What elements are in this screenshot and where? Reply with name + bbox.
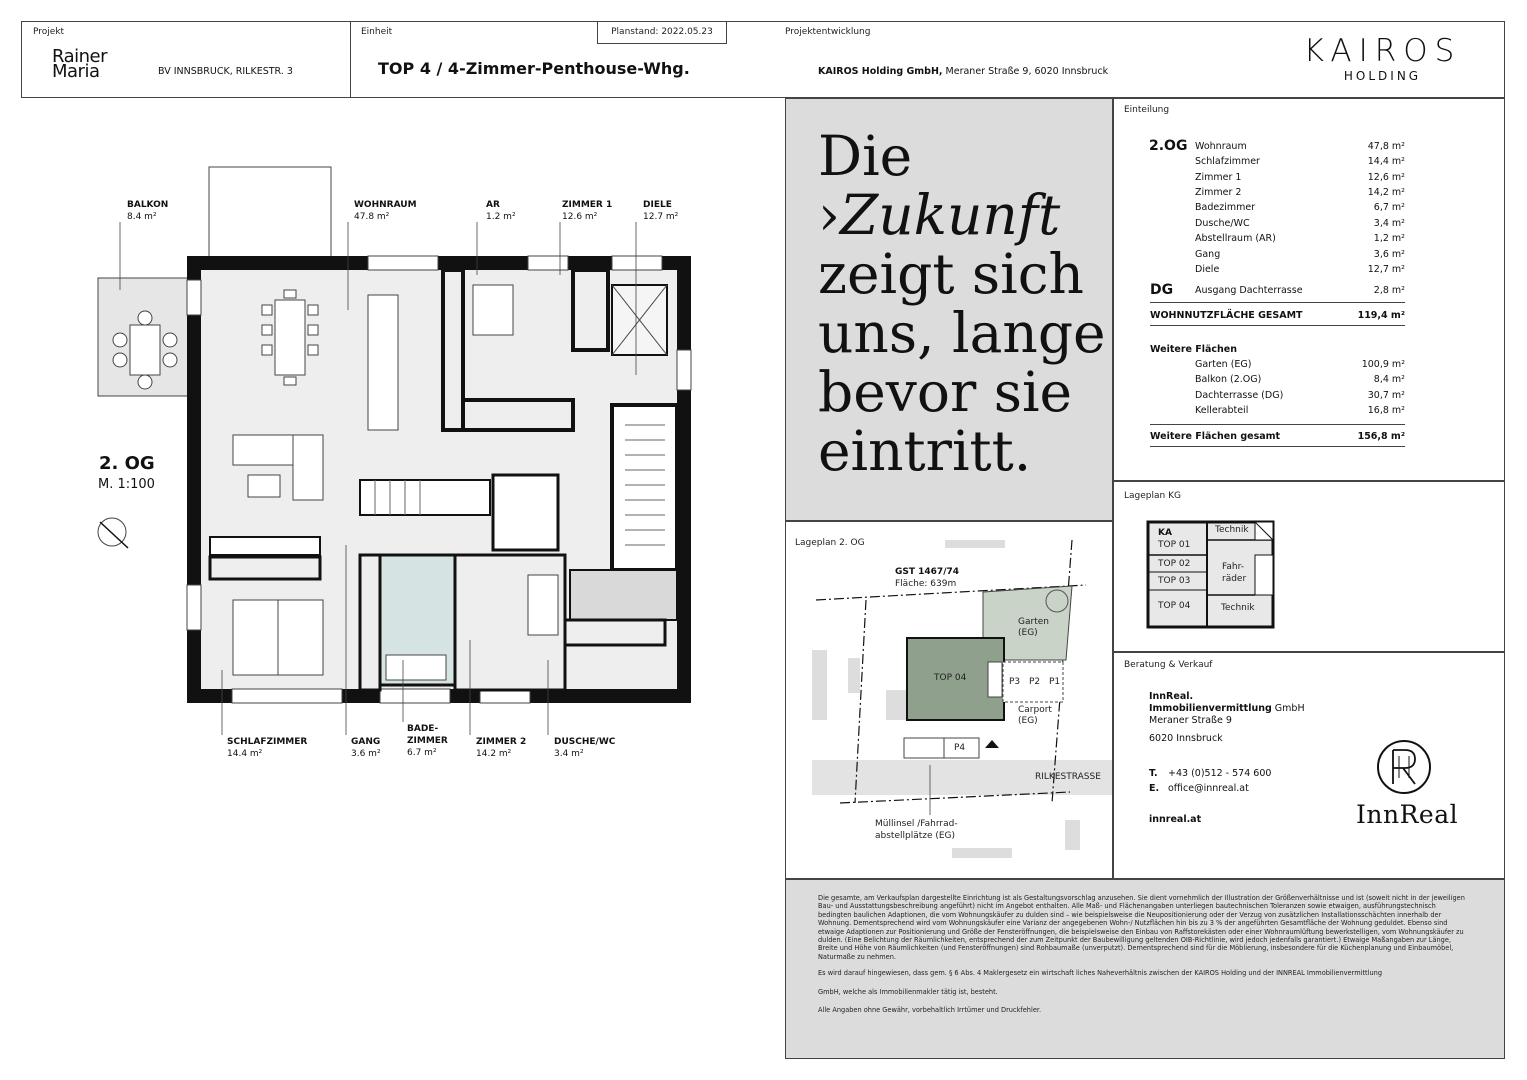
- room-name: DUSCHE/WC: [554, 737, 616, 747]
- flaeche-label: Fläche: 639m: [895, 579, 957, 589]
- area-name: Wohnraum: [1195, 141, 1247, 152]
- area-row: [1195, 233, 1405, 247]
- area-value: 1,2 m²: [1373, 233, 1405, 244]
- area-value: 3,4 m²: [1373, 218, 1405, 229]
- area-name: Zimmer 2: [1195, 187, 1242, 198]
- area-row-dg: [1195, 285, 1405, 299]
- area-row: [1195, 172, 1405, 186]
- weitere-total-value: 156,8 m²: [1357, 431, 1405, 442]
- floor-2og-label: 2.OG: [1149, 138, 1188, 154]
- room-name: BADE-: [407, 724, 439, 734]
- area-row: [1195, 390, 1405, 404]
- einteilung-title: Einteilung: [1124, 105, 1170, 115]
- area-value: 6,7 m²: [1373, 202, 1405, 213]
- innreal-logo-text: InnReal: [1356, 800, 1459, 829]
- company-city: 6020 Innsbruck: [1149, 733, 1223, 744]
- room-label-schlafzimmer: [227, 736, 307, 760]
- area-row: [1195, 187, 1405, 201]
- disclaimer-paragraph-4: Alle Angaben ohne Gewähr, vorbehaltlich Irrtümer und Druckfehler.: [818, 1006, 1042, 1015]
- p3-label: P3: [1009, 677, 1021, 687]
- slogan-zukunft: Zukunft: [840, 183, 1061, 247]
- street-label: RILKESTRASSE: [1035, 772, 1101, 782]
- area-name: Garten (EG): [1195, 359, 1252, 370]
- kg-ka: KA: [1158, 528, 1172, 538]
- area-name: Diele: [1195, 264, 1220, 275]
- room-label-gang: [351, 736, 381, 760]
- p4-label: P4: [954, 743, 966, 753]
- area-row: [1195, 249, 1405, 263]
- weitere-title: Weitere Flächen: [1150, 344, 1238, 355]
- brand-line-2: Maria: [52, 61, 100, 82]
- company-line-2-rest: GmbH: [1271, 703, 1305, 714]
- disclaimer-paragraph-1: Die gesamte, am Verkaufsplan dargestellte Einrichtung ist als Gestaltungsvorschlag anzusehen. Sie dient vornehmlich der Illustration der Größenverhältnisse und ist (soweit nicht in der jeweiligen Bau- und Ausstattungsbeschreibung angeführt) nicht im Angebot enthalten. Alle Maß- und Flächenangaben unterliegen bautechnischen Toleranzen sowie etwaigen, ausführungstechnisch bedingten baulichen Adaptionen, die vom Wohnungskäufer zu dulden sind – wie beispielsweise die Neupositionierung oder der Verzug von zusätzlichen Installationsschächten innerhalb der Wohnung. Dementsprechend wird vom Wohnungskäufer eine Varianz der angegebenen Wohn-/ Nutzflächen hin bis zu 3 % der angeführten Gesamtfläche der Wohnung geduldet. Ebenso sind etwaige Adaptionen zur Positionierung und Größe der Fensteröffnungen, die beispielsweise den Einbau von Raffstorekästen oder einer Wohnraumlüftung bewerkstelligen, vom Wohnungskäufer zu dulden. (Eine Belichtung der Räumlichkeiten, entsprechend der zum Zeitpunkt der Baubewilligung geltenden OIB-Richtlinie, wird jedoch jedenfalls garantiert.) Etwaige Maßangaben zur Länge, Breite und Höhe von Räumlichkeiten (und Fensteröffnungen) sind Rohbaumaße (unverputzt). Dementsprechend sind für die Möblierung, insbesondere für die Küchenplanung und Einbaumöbel, Naturmaße zu nehmen.: [818, 894, 1465, 961]
- area-value: 2,8 m²: [1373, 285, 1405, 296]
- slogan-line-3: zeigt sich: [818, 242, 1084, 306]
- garten-label: [1018, 617, 1049, 639]
- beratung-panel: [1113, 652, 1505, 879]
- kg-top01: TOP 01: [1158, 540, 1191, 550]
- room-label-balkon: [127, 199, 168, 223]
- chevron-icon: ›: [818, 183, 840, 247]
- room-name-2: ZIMMER: [407, 736, 448, 746]
- kairos-logo-sub: HOLDING: [1343, 69, 1422, 83]
- area-name: Schlafzimmer: [1195, 156, 1260, 167]
- weitere-divider-bottom: [1150, 446, 1405, 447]
- unit-title: TOP 4 / 4-Zimmer-Penthouse-Whg.: [378, 59, 690, 78]
- room-name: ZIMMER 2: [476, 737, 527, 747]
- p2-label: P2: [1029, 677, 1041, 687]
- planstand-box: Planstand: 2022.05.23: [597, 22, 727, 44]
- garten-text: Garten: [1018, 617, 1049, 627]
- total-divider-top: [1150, 302, 1405, 303]
- einheit-label: Einheit: [361, 27, 393, 37]
- area-row: [1195, 264, 1405, 278]
- slogan-line-1: Die: [818, 124, 913, 188]
- area-value: 30,7 m²: [1367, 390, 1405, 401]
- company-line-2: Immobilienvermittlung: [1149, 703, 1272, 714]
- muell-text-2: abstellplätze (EG): [875, 831, 956, 841]
- area-name: Abstellraum (AR): [1195, 233, 1276, 244]
- area-name: Kellerabteil: [1195, 405, 1249, 416]
- innreal-logo-icon: [1375, 738, 1433, 796]
- area-name: Dusche/WC: [1195, 218, 1250, 229]
- area-value: 12,6 m²: [1367, 172, 1405, 183]
- kg-top02: TOP 02: [1158, 559, 1191, 569]
- slogan-text: [818, 124, 1106, 483]
- area-value: 47,8 m²: [1367, 141, 1405, 152]
- room-label-zimmer1: [562, 199, 612, 223]
- room-label-zimmer2: [476, 736, 526, 760]
- area-name: Badezimmer: [1195, 202, 1256, 213]
- room-label-ar: [486, 199, 516, 223]
- room-area: 3.4 m²: [554, 749, 584, 759]
- kg-technik-1: Technik: [1215, 525, 1249, 535]
- brand-line-1: Rainer: [52, 46, 108, 67]
- floor-level: 2. OG: [99, 453, 155, 474]
- developer-label: Projektentwicklung: [785, 27, 871, 37]
- area-row: [1195, 141, 1405, 155]
- disclaimer-text: [818, 894, 1468, 1022]
- area-name: Ausgang Dachterrasse: [1195, 285, 1303, 296]
- room-name: ZIMMER 1: [562, 200, 613, 210]
- kg-fahr-1: Fahr-: [1222, 562, 1244, 572]
- area-value: 8,4 m²: [1373, 374, 1405, 385]
- project-name: BV INNSBRUCK, RILKESTR. 3: [158, 66, 293, 77]
- carport-label: [1018, 705, 1052, 727]
- area-name: Balkon (2.OG): [1195, 374, 1262, 385]
- garten-eg-text: (EG): [1018, 628, 1038, 638]
- room-area: 3.6 m²: [351, 749, 381, 759]
- kg-top04: TOP 04: [1158, 601, 1191, 611]
- room-area: 6.7 m²: [407, 748, 437, 758]
- web-link[interactable]: innreal.at: [1149, 814, 1202, 825]
- gst-label: GST 1467/74: [895, 567, 960, 577]
- room-area: 8.4 m²: [127, 212, 157, 222]
- kg-fahrraeder: [1222, 561, 1246, 585]
- lageplan-og-title: Lageplan 2. OG: [795, 538, 865, 548]
- room-area: 12.6 m²: [562, 212, 598, 222]
- room-name: GANG: [351, 737, 381, 747]
- developer-info: [818, 66, 1108, 77]
- beratung-title: Beratung & Verkauf: [1124, 660, 1213, 670]
- area-value: 14,4 m²: [1367, 156, 1405, 167]
- area-value: 3,6 m²: [1373, 249, 1405, 260]
- area-row: [1195, 359, 1405, 373]
- area-row: [1195, 374, 1405, 388]
- kg-fahr-2: räder: [1222, 574, 1247, 584]
- total-divider-bottom: [1150, 325, 1405, 326]
- area-value: 16,8 m²: [1367, 405, 1405, 416]
- room-name: BALKON: [127, 200, 169, 210]
- room-label-dusche: [554, 736, 615, 760]
- area-value: 12,7 m²: [1367, 264, 1405, 275]
- total-value: 119,4 m²: [1357, 310, 1405, 321]
- disclaimer-paragraph-3: GmbH, welche als Immobilienmakler tätig ist, besteht.: [818, 987, 998, 996]
- slogan-line-2: [818, 183, 1106, 247]
- room-name: SCHLAFZIMMER: [227, 737, 308, 747]
- room-area: 47.8 m²: [354, 212, 390, 222]
- room-name: DIELE: [643, 200, 672, 210]
- room-area: 14.4 m²: [227, 749, 263, 759]
- brand-logo: [52, 46, 108, 82]
- top04-label: TOP 04: [934, 673, 967, 683]
- kg-top03: TOP 03: [1158, 576, 1191, 586]
- area-value: 14,2 m²: [1367, 187, 1405, 198]
- floor-dg-label: DG: [1150, 282, 1174, 298]
- muell-label: [875, 818, 958, 842]
- room-label-badezimmer: [407, 723, 448, 759]
- room-name: WOHNRAUM: [354, 200, 417, 210]
- carport-eg-text: (EG): [1018, 716, 1038, 726]
- tel-label: T.: [1149, 768, 1158, 779]
- area-row: [1195, 218, 1405, 232]
- weitere-total-label: Weitere Flächen gesamt: [1150, 431, 1281, 442]
- room-area: 1.2 m²: [486, 212, 516, 222]
- room-area: 12.7 m²: [643, 212, 679, 222]
- weitere-divider-top: [1150, 424, 1405, 425]
- area-value: 100,9 m²: [1361, 359, 1405, 370]
- muell-text-1: Müllinsel /Fahrrad-: [875, 819, 958, 829]
- area-name: Gang: [1195, 249, 1221, 260]
- room-area: 14.2 m²: [476, 749, 512, 759]
- area-row: [1195, 156, 1405, 170]
- kairos-logo-main: KAIROS: [1303, 33, 1462, 69]
- room-name: AR: [486, 200, 500, 210]
- area-name: Dachterrasse (DG): [1195, 390, 1284, 401]
- slogan-line-4: uns, lange: [818, 301, 1106, 365]
- room-label-diele: [643, 199, 678, 223]
- disclaimer-paragraph-2: Es wird darauf hingewiesen, dass gem. § 6 Abs. 4 Maklergesetz ein wirtschaft liches Naheverhältnis zwischen der KAIROS Holding und der INNREAL Immobilienvermittlung: [818, 969, 1383, 978]
- area-name: Zimmer 1: [1195, 172, 1242, 183]
- floor-scale: M. 1:100: [98, 477, 155, 492]
- developer-name: KAIROS Holding GmbH,: [818, 66, 943, 77]
- area-row: [1195, 405, 1405, 419]
- company-line-1: InnReal.: [1149, 691, 1194, 702]
- lageplan-kg-title: Lageplan KG: [1124, 491, 1181, 501]
- tel-value[interactable]: +43 (0)512 - 574 600: [1168, 768, 1272, 779]
- company-street: Meraner Straße 9: [1149, 715, 1232, 726]
- room-label-wohnraum: [354, 199, 417, 223]
- p1-label: P1: [1049, 677, 1061, 687]
- header-divider-1: [350, 21, 351, 98]
- projekt-label: Projekt: [33, 27, 65, 37]
- header-bar: [21, 21, 1505, 98]
- total-label: WOHNNUTZFLÄCHE GESAMT: [1150, 310, 1303, 321]
- kg-technik-2: Technik: [1221, 603, 1255, 613]
- email-link[interactable]: office@innreal.at: [1168, 783, 1249, 794]
- carport-text: Carport: [1018, 705, 1052, 715]
- beratung-address: [1149, 691, 1305, 745]
- area-row: [1195, 202, 1405, 216]
- developer-address: Meraner Straße 9, 6020 Innsbruck: [942, 66, 1109, 77]
- email-label: E.: [1149, 783, 1160, 794]
- slogan-line-6: eintritt.: [818, 419, 1032, 483]
- kairos-logo: [1285, 33, 1480, 83]
- slogan-line-5: bevor sie: [818, 360, 1073, 424]
